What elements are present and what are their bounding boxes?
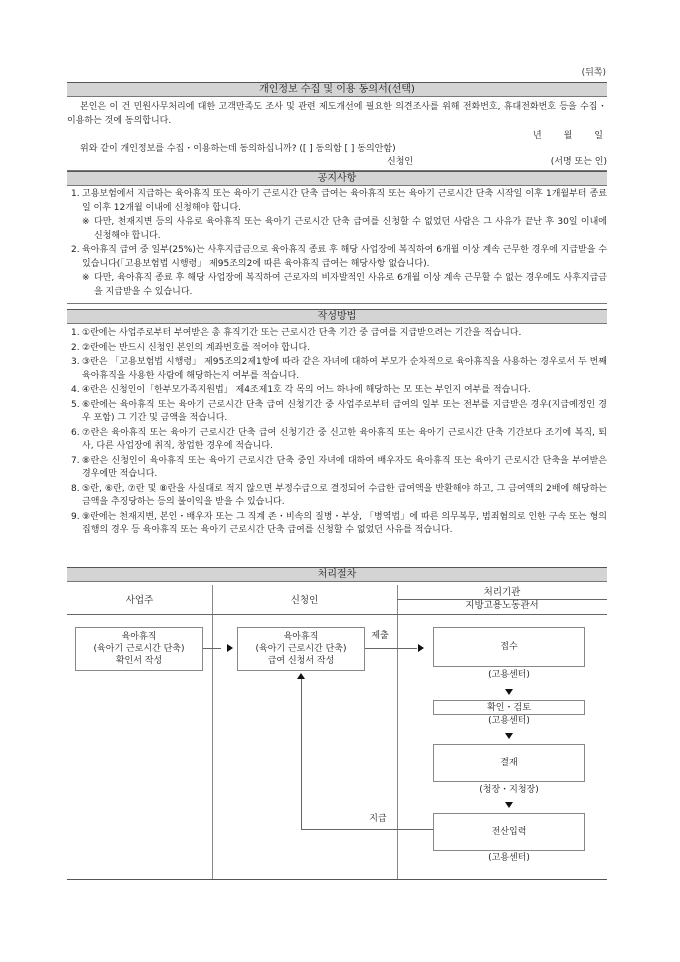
flow-line	[365, 648, 417, 649]
step-box-receipt	[433, 627, 585, 667]
date-day: 일	[594, 131, 603, 141]
step-box-approval	[433, 744, 585, 782]
process-section-title: 처리절차	[67, 567, 607, 582]
box-line: 육아휴직	[283, 632, 319, 642]
notice-list	[67, 188, 607, 300]
item-number: 4.	[71, 385, 80, 395]
method-list	[67, 327, 607, 539]
list-item	[67, 483, 607, 510]
item-text: ⑥란에는 육아휴직 또는 육아기 근로시간 단축 급여 신청기간 중 사업주로부터 급여의 일부 또는 전부를 지급받은 경우(지급예정인 경우 포함) 그 기간 및 금액을 적습니다.	[82, 399, 607, 423]
step-org: (고용센터)	[488, 716, 530, 726]
item-text: ③란은 「고용보험법 시행령」 제95조의2제1항에 따라 같은 자녀에 대하여 부모가 순차적으로 육아휴직을 사용하는 경우로서 두 번째 육아휴직을 사용한 사람에 해당하는지 여부를 적습니다.	[82, 357, 607, 381]
method-section-title: 작성방법	[67, 309, 607, 324]
flow-line	[301, 829, 433, 830]
arrow-up-icon	[297, 673, 305, 679]
column-divider	[397, 585, 398, 879]
agency-head-divider	[397, 599, 607, 600]
arrow-down-icon	[505, 689, 513, 695]
item-number: 1.	[71, 328, 80, 338]
arrow-down-icon	[505, 802, 513, 808]
agency-name: 지방고용노동관서	[465, 600, 539, 611]
section-divider	[67, 303, 607, 304]
date-year: 년	[533, 131, 542, 141]
item-text: 고용보험에서 지급하는 육아휴직 또는 육아기 근로시간 단축 급여는 육아휴직 또는 육아기 근로시간 단축 시작일 이후 1개월부터 종료일 이후 12개월 이내에 신청해야 합니다.	[82, 189, 607, 213]
step-name: 확인・검토	[487, 702, 531, 713]
item-text: 다만, 육아휴직 종료 후 해당 사업장에 복직하여 근로자의 비자발적인 사유로 6개월 이상 계속 근무할 수 없는 경우에도 사후지급금을 지급받을 수 있습니다.	[94, 273, 607, 297]
page-side-label: (뒤쪽)	[581, 68, 606, 78]
step-box-review	[433, 700, 585, 715]
consent-sign-field[interactable]: (서명 또는 인)	[550, 157, 607, 167]
arrow-down-icon	[505, 733, 513, 739]
column-head-employer: 사업주	[125, 595, 154, 606]
box-line: (육아기 근로시간 단축)	[255, 644, 347, 654]
item-text: ①란에는 사업주로부터 부여받은 총 휴직기간 또는 근로시간 단축 기간 중 급여를 지급받으려는 기간을 적습니다.	[82, 328, 522, 338]
item-number: 6.	[71, 427, 80, 438]
agency-label: 처리기관	[483, 587, 521, 598]
item-number: 5.	[71, 399, 80, 410]
consent-signer: 신청인	[387, 157, 414, 167]
list-item	[67, 327, 607, 341]
item-text: ④란은 신청인이「한부모가족지원법」 제4조제1호 각 목의 어느 하나에 해당하는 모 또는 부인지 여부를 적습니다.	[82, 385, 531, 395]
item-number: 2.	[71, 245, 80, 255]
employer-confirm-box	[75, 627, 203, 671]
box-line: (육아기 근로시간 단축)	[93, 644, 185, 654]
list-item	[67, 384, 607, 398]
item-text: ⑦란은 육아휴직 또는 육아기 근로시간 단축 급여 신청기간 중 신고한 육아휴직 또는 육아기 근로시간 단축 기간보다 조기에 복직, 퇴사, 다른 사업장에 취직, 창업한 경우에 적습니다.	[82, 427, 607, 451]
step-org: (고용센터)	[488, 853, 530, 863]
item-text: 육아휴직 급여 중 일부(25%)는 사후지급금으로 육아휴직 종료 후 해당 사업장에 복직하여 6개월 이상 계속 근무한 경우에 지급받을 수 있습니다(「고용보험법 시행령」 제95조의2에 따른 육아휴직 급여는 해당사항 없습니다).	[82, 245, 607, 269]
flow-line	[301, 679, 302, 830]
consent-section-title: 개인정보 수집 및 이용 동의서(선택)	[67, 82, 607, 97]
arrow-right-icon	[418, 644, 424, 652]
list-item	[67, 342, 607, 356]
box-line: 급여 신청서 작성	[267, 656, 335, 666]
list-item	[67, 455, 607, 482]
column-head-divider	[67, 614, 607, 615]
date-month: 월	[563, 131, 573, 141]
submit-label: 제출	[371, 631, 389, 641]
notice-section-title: 공지사항	[67, 171, 607, 186]
step-name: 전산입력	[491, 827, 527, 837]
step-box-data-entry	[433, 813, 585, 851]
note-mark: ※	[82, 273, 90, 283]
pay-label: 지급	[369, 814, 387, 824]
item-number: 9.	[71, 511, 80, 522]
list-note	[67, 272, 607, 299]
list-item	[67, 244, 607, 271]
consent-date[interactable]	[533, 130, 603, 143]
item-text: ⑨란에는 천재지변, 본인・배우자 또는 그 직계 존・비속의 질병・부상, 「병역법」에 따른 의무복무, 범죄혐의로 인한 구속 또는 형의 집행의 경우 등 육아휴직 또는 육아기 근로시간 단축 급여를 신청할 수 없었던 사유를 적습니다.	[82, 511, 607, 535]
arrow-right-icon	[227, 644, 233, 652]
box-line: 육아휴직	[121, 632, 157, 642]
item-number: 8.	[71, 483, 80, 494]
list-item	[67, 427, 607, 454]
step-org: (청장・지청장)	[479, 785, 539, 795]
list-item	[67, 399, 607, 426]
note-mark: ※	[82, 217, 90, 227]
step-name: 결재	[500, 758, 518, 768]
column-divider	[212, 585, 213, 879]
item-number: 3.	[71, 357, 80, 367]
process-flowchart	[67, 585, 607, 880]
item-text: ②란에는 반드시 신청인 본인의 계좌번호를 적어야 합니다.	[82, 342, 311, 353]
item-number: 2.	[71, 342, 80, 353]
box-line: 확인서 작성	[115, 656, 163, 666]
consent-body: 본인은 이 건 민원사무처리에 대한 고객만족도 조사 및 관련 제도개선에 필요한 의견조사를 위해 전화번호, 휴대전화번호 등을 수집・이용하는 것에 동의합니다.	[67, 102, 607, 126]
item-number: 7.	[71, 455, 80, 466]
item-text: ⑧란은 신청인이 육아휴직 또는 육아기 근로시간 단축 중인 자녀에 대하여 배우자도 육아휴직 또는 육아기 근로시간 단축을 부여받은 경우에만 적습니다.	[82, 455, 607, 479]
applicant-form-box	[237, 627, 365, 671]
list-note	[67, 216, 607, 243]
step-org: (고용센터)	[488, 670, 530, 680]
item-text: 다만, 천재지변 등의 사유로 육아휴직 또는 육아기 근로시간 단축 급여를 신청할 수 없었던 사람은 그 사유가 끝난 후 30일 이내에 신청해야 합니다.	[94, 217, 607, 241]
consent-question[interactable]: 위와 같이 개인정보를 수집・이용하는데 동의하십니까? ([ ] 동의함 [ ] 동의안함)	[80, 144, 396, 154]
consent-section	[67, 100, 607, 167]
flow-line	[203, 648, 221, 649]
step-name: 접수	[500, 642, 518, 652]
list-item	[67, 511, 607, 538]
item-number: 1.	[71, 189, 80, 199]
item-text: ⑤란, ⑥란, ⑦란 및 ⑧란을 사실대로 적지 않으면 부정수급으로 결정되어 수급한 급여액을 반환해야 하고, 그 금여액의 2배에 해당하는 금액을 추징당하는 등의 불이익을 받을 수 있습니다.	[82, 483, 607, 507]
list-item	[67, 356, 607, 383]
list-item	[67, 188, 607, 215]
column-head-applicant: 신청인	[290, 595, 319, 606]
